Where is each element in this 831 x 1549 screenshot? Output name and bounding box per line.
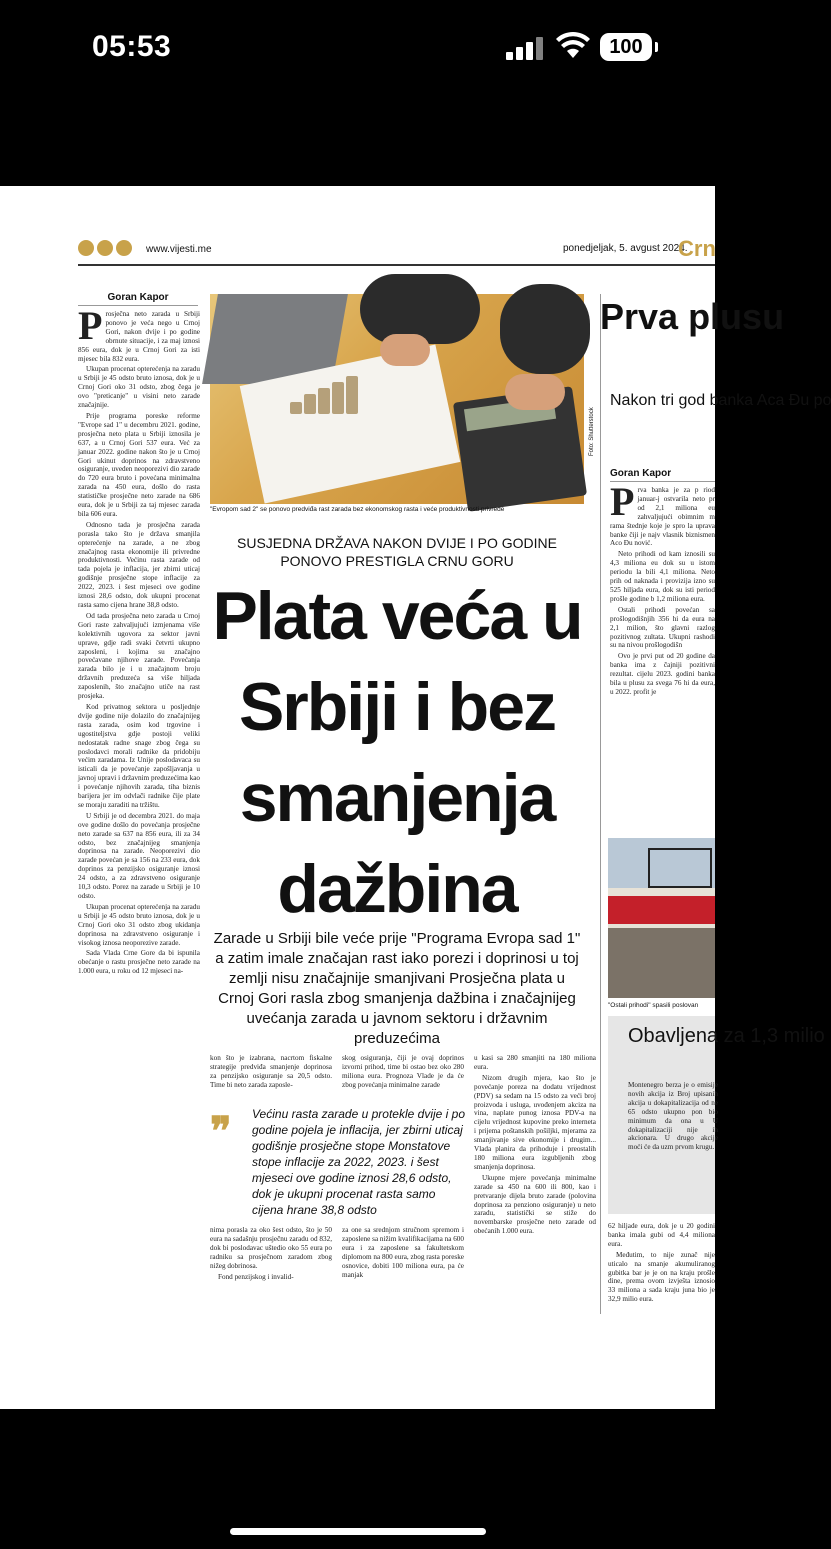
- sidebar-column: Prva banka je za p riod januar-j ostvarila neto pr od 2,1 miliona eu zahvaljujući obimnim m rama štednje koje je spro la uprava banke čiji je najv vlasnik biznismen Aco Đu nović. Neto prihodi od kam iznosili su 4,3 miliona eu dok su u istom periodu la bili 4,1 miliona. Neto prih od naknada i provizija izno su 525 hiljada eura, dok su isti period prošle godine b 1,2 miliona eura. Ostali prihodi povećan sa prošlogodišnjih 356 hi da eura na 2,1 milion, što glavni razlog pozitivnog zultata. Ukupni rashodi su na nivou prošlogodišn Ovo je prvi put od 20 godine da banka ima z čajniji pozitivni rezultat. cijelu 2023. godini banka bila u plusu za svega 76 hi da eura, u 2022. profit je: [610, 479, 715, 696]
- headline: Plata veća u Srbiji i bez smanjenja dažbina: [212, 578, 582, 927]
- sidebar-headline: Prva plusu: [600, 296, 785, 337]
- sidebar-box-headline: Obavljena za 1,3 milio: [628, 1025, 825, 1047]
- arm-right: [500, 284, 590, 374]
- deck: Zarade u Srbiji bile veće prije "Programa Evropa sad 1" a zatim imale značajan rast iako porezi i doprinosi u toj zemlji nisu značajnije smanjivani Prosječna plata u Crnoj Gori rasla zbog smanjenja dažbina i značajnijeg uvećanja zarada u javnom sektoru i državnim preduzećima: [213, 930, 581, 1047]
- hand-left: [380, 334, 430, 366]
- facebook-icon: [116, 240, 132, 256]
- pull-quote-text: Većinu rasta zarade u protekle dvije i po godine pojela je inflacija, jer zbirni uticaj godišnje prosječne stope Monstatove stope inflacije za 2022, 2023. i šest mjeseci ove godine iznosi 28,6 odsto, dok je ukupni procenat rasta samo cijena hrane 38,8 odsto: [252, 1107, 466, 1217]
- photo-caption: "Evropom sad 2" se ponovo predviđa rast zarada bez ekonomskog rasta i veće produktivnosti privrede: [210, 506, 505, 513]
- sidebar-bottom-text: 62 hiljade eura, dok je u 20 godini banka imala gubi od 4,4 miliona eura. Međutim, to nije zunač nije uticalo na smanje akumuliranog gubitka bar je je on na kraju prošle dine, prema ovom izvješta iznosio 33 miliona a sada kraju juna bio je 32,9 milio eura.: [608, 1222, 715, 1304]
- sidebar-drop-cap: P: [610, 479, 635, 524]
- issue-date: ponedjeljak, 5. avgust 2024.: [563, 243, 688, 254]
- kicker: SUSJEDNA DRŽAVA NAKON DVIJE I PO GODINE PONOVO PRESTIGLA CRNU GORU: [237, 535, 557, 569]
- wifi-icon: [556, 34, 590, 60]
- instagram-icon: [78, 240, 94, 256]
- section-brand: Crn: [678, 236, 716, 261]
- article-column-3-top: skog osiguranja, čiji je ovaj doprinos izvorni prihod, time bi ostao bez oko 280 miliona eura. Prognoza Vlade je da će zbog povećanja minimalne zarade: [342, 1054, 464, 1089]
- arm-left: [360, 274, 480, 344]
- pull-quote: [210, 1104, 465, 1219]
- home-indicator[interactable]: [230, 1528, 486, 1535]
- column-divider: [600, 294, 601, 1314]
- coins: [290, 374, 370, 414]
- sidebar-photo-caption: "Ostali prihodi" spasili poslovan: [608, 1002, 699, 1009]
- photo-credit: Foto: Shutterstock: [589, 407, 595, 456]
- article-column-1: Prosječna neto zarada u Srbiji ponovo je veća nego u Crnoj Gori, nakon dvije i po godine obrnute situacije, i za maj iznosi 856 eura, dok je u Crnoj Gori za isti mjesec bila 832 eura. Ukupan procenat opterećenja na zaradu u Srbiji je 45 odsto bruto iznosa, dok je u Crnoj Gori oko 31 odsto, zbog čega je ovo "preticanje" u visini neto zarade značajnije. Prije programa poreske reforme "Evrope sad 1" u decembru 2021. godine, prosječna neto plata u Srbiji iznosila je 637, a u Crnoj Gori 537 eura. Već za januar 2022. godine nakon što je u Crnoj Gori ukinut doprinos na zdravstveno osiguranje, uveden neoporezivi dio zarade do 720 eura bruto i povećana minimalna zarada na 450 eura, došlo do rasta statističke prosječne neto zarade na 686 eura, dok je u Srbiji za taj mjesec zarada bila 606 eura. Odnosno tada je prosječna zarada porasla tako što je država smanjila opterećenje na zarade, a ne zbog značajnog rasta ekonomije ili privredne produktivnosti. Većinu rasta zarade od tada pojela je inflacija, jer zbirni uticaj godišnje prosječne stope inflacije za 2022, 2023. i šest mjeseci ove godine iznosi 28,6 odsto, dok ukupni procenat rasta samo cijena hrane 38,8 odsto. Od tada prosječna neto zarada u Crnoj Gori raste zahvaljujući izmjenama više kolektivnih ugovora za sektor javni uprave, gdje radi svaki četvrti ukupno zaposleni, i kojima su značajno povećavane njihove zarade. Povećanja zarada bilo je i u značajnom broju državnih preduzeća sa više hiljada zaposlenih, što značajno utiče na rast prosjeka. Kod privatnog sektora u posljednje dvije godine nije dolazilo do značajnijeg rasta zarada, osim kod trgovine i ugostiteljstva gdje postoji veliki nedostatak radne snage zbog čega su poslodavci morali radnike da pridobiju većim zaradama. Iz Unije poslodavaca su isticali da je povećanje zapošljavanja u javnoj upravi i državnim preduzećima kao i povećanje njihovih zarada, tiha biznis barijera jer im odvlači radnike čije plate se moraju zaraditi na tržištu. U Srbiji je od decembra 2021. do maja ove godine došlo do povećanja prosječne neto zarade sa 637 na 856 eura, ili za 34 odsto, bez značajnijeg smanjenja doprinosa na zarade. Neoporezivi dio zarade povećan je sa 156 na 233 eura, dok doprinos za penzijsko osiguranje iznosi 24 odsto, a za zdravstveno osiguranje 10,3 odsto. Porez na zarade u Srbiji je 10 odsto. Ukupan procenat opterećenja na zaradu u Srbiji je 45 odsto bruto iznosa, dok je u Crnoj Gori oko 31 odsto zbog ukidanja doprinosa na zdravstveno osiguranje i visokog iznosa neoporezive zarade. Sada Vlada Crne Gore da bi ispunila obećanje o rastu prosječne neto zarade na 1.000 eura, u roku od 12 mjeseci na-: [78, 303, 200, 976]
- cellular-signal-icon: [506, 36, 546, 60]
- clock: 05:53: [92, 30, 172, 63]
- quote-icon: ❞: [210, 1109, 232, 1154]
- sidebar-box-text: Montenegro berza je o emisije novih akcija iz Broj upisanih akcija u dokapitalizacija od ne 65 odsto ukupno pon bio minimum da ona u U dokapitalizaciji nije ih akcionara. U drugo akcije moći će da uzm prvom krugu.: [628, 1081, 718, 1152]
- article-column-2-bottom: nima porasla za oko šest odsto, što je 50 eura na sadašnju prosječnu zaradu od 832, dok bi poslodavac uštedio oko 55 eura po radniku sa prosječnom zaradom zbog nižeg dobrinosa. Fond penzijskog i invalid-: [210, 1226, 332, 1281]
- battery-icon: 100: [600, 33, 652, 61]
- article-column-4: u kasi sa 280 smanjiti na 180 miliona eura. Nizom drugih mjera, kao što je povećanje poreza na dodatu vrijednost (PDV) sa sedam na 15 odsto za veći broj proizvoda i usluga, uvođenjem akciza na vina, naplate punog iznosa PDV-a na cijelu vrijednost kupovine preko interneta i prijema poštanskih pošiljki, mjerama za smanjivanje sive ekonomije i drugim... Vlada planira da prihoduje i preostalih 180 miliona eura izgubljenih zbog smanjenja doprinosa. Ukupne mjere povećanja minimalne zarade sa 450 na 600 ili 800, kao i pretvaranje dijela bruto zarade (polovina doprinosa za penziono osiguranje) u neto zaradu, statistički se stiže do novembarske prosječne neto zarade od obećanih 1.000 eura.: [474, 1054, 596, 1236]
- sidebar-subhead: Nakon tri god banka Aca Đu po: [610, 392, 831, 409]
- byline: Goran Kapor: [78, 292, 198, 306]
- drop-cap: P: [78, 303, 103, 348]
- sidebar-photo: [608, 838, 715, 998]
- article-photo: [210, 294, 584, 504]
- article-column-2-top: kon što je izabrana, nacrtom fiskalne strategije predviđa smanjenje doprinosa za penzijsko osiguranje sa 20,5 odsto. Time bi neto zarada zaposle-: [210, 1054, 332, 1089]
- status-bar: [0, 0, 715, 100]
- newspaper-page: [0, 186, 831, 1409]
- hand-right: [505, 374, 565, 410]
- page-header: [78, 234, 715, 266]
- twitter-icon: [97, 240, 113, 256]
- sidebar-byline: Goran Kapor: [610, 468, 715, 482]
- site-url: www.vijesti.me: [146, 244, 212, 255]
- social-icons: [78, 240, 135, 261]
- article-column-3-bottom: za one sa srednjom stručnom spremom i zaposlene sa nižim kvalifikacijama na 600 eura i za zaposlene sa fakultetskom diplomom na 800 eura, zbog rasta poreske osnovice, dobiti 100 miliona eura, pa će manjak: [342, 1226, 464, 1279]
